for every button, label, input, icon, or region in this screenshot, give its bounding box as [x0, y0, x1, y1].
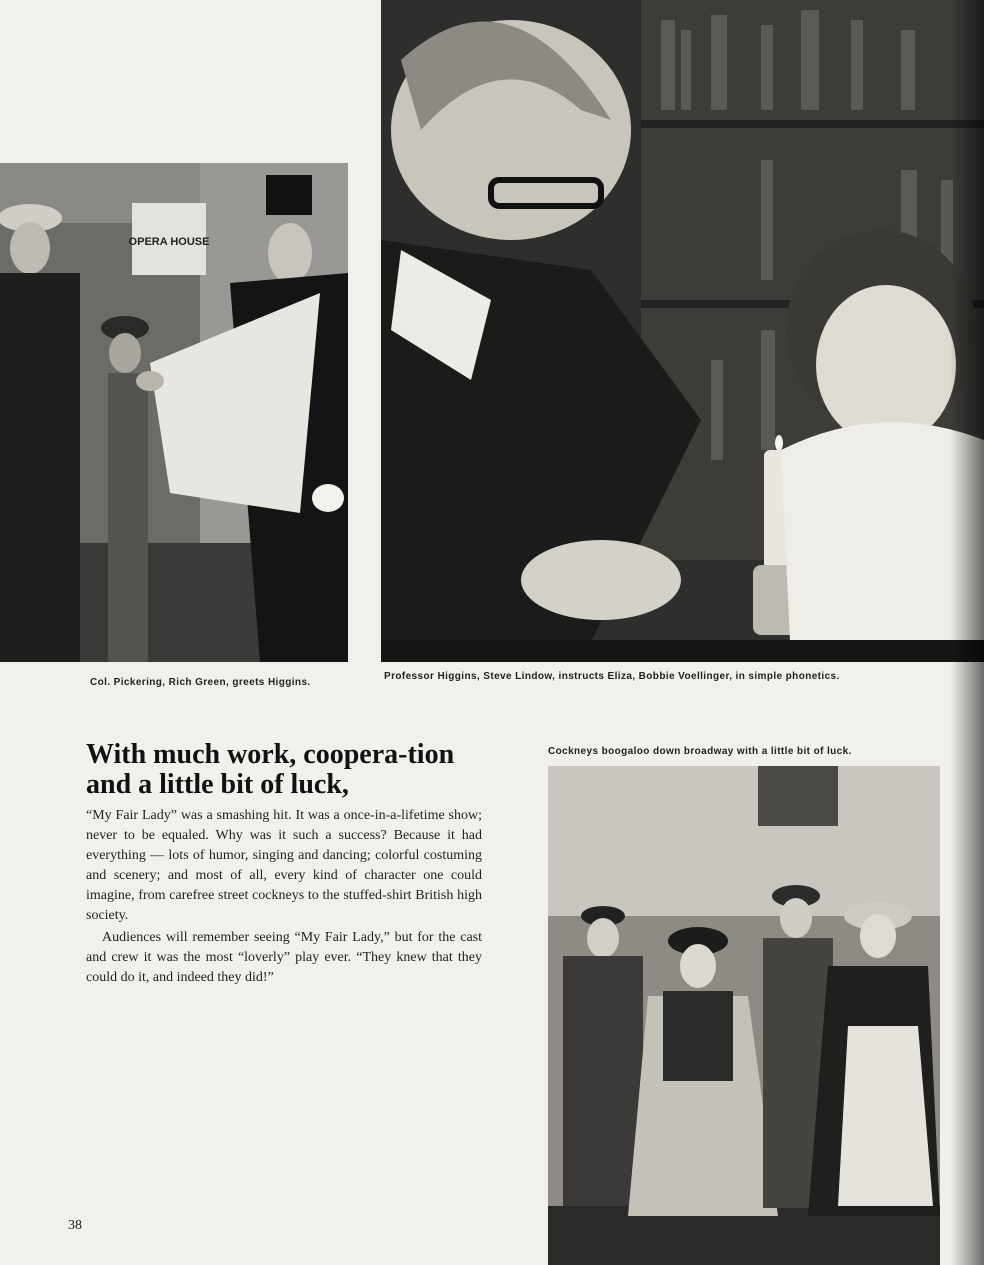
caption-higgins: Professor Higgins, Steve Lindow, instructs Eliza, Bobbie Voellinger, in simple phonetics. — [384, 671, 840, 682]
caption-cockneys: Cockneys boogaloo down broadway with a little bit of luck. — [548, 746, 852, 757]
article-paragraph: “My Fair Lady” was a smashing hit. It was a once-in-a-lifetime show; never to be equaled. Why was it such a success? Because it had everything — lots of humor, singing and dancing; colorful costuming and scenery; and most of all, every kind of character one could imagine, from carefree street cockneys to the stuffed-shirt British high society. — [86, 808, 482, 923]
binding-shadow — [950, 0, 984, 1265]
headline: With much work, coopera-tion and a little bit of luck, — [86, 739, 455, 800]
caption-pickering: Col. Pickering, Rich Green, greets Higgins. — [90, 677, 311, 688]
page-number: 38 — [68, 1218, 82, 1233]
photo-higgins-instructs-eliza — [381, 0, 984, 662]
photo-cockneys-dancing — [548, 766, 940, 1265]
article-paragraph: Audiences will remember seeing “My Fair Lady,” but for the cast and crew it was the most “loverly” play ever. “They knew that they could do it, and indeed they did!” — [86, 930, 482, 985]
photo-pickering-greets-higgins — [0, 163, 348, 662]
opera-house-sign: OPERA HOUSE — [128, 236, 210, 248]
article-body — [86, 806, 482, 988]
